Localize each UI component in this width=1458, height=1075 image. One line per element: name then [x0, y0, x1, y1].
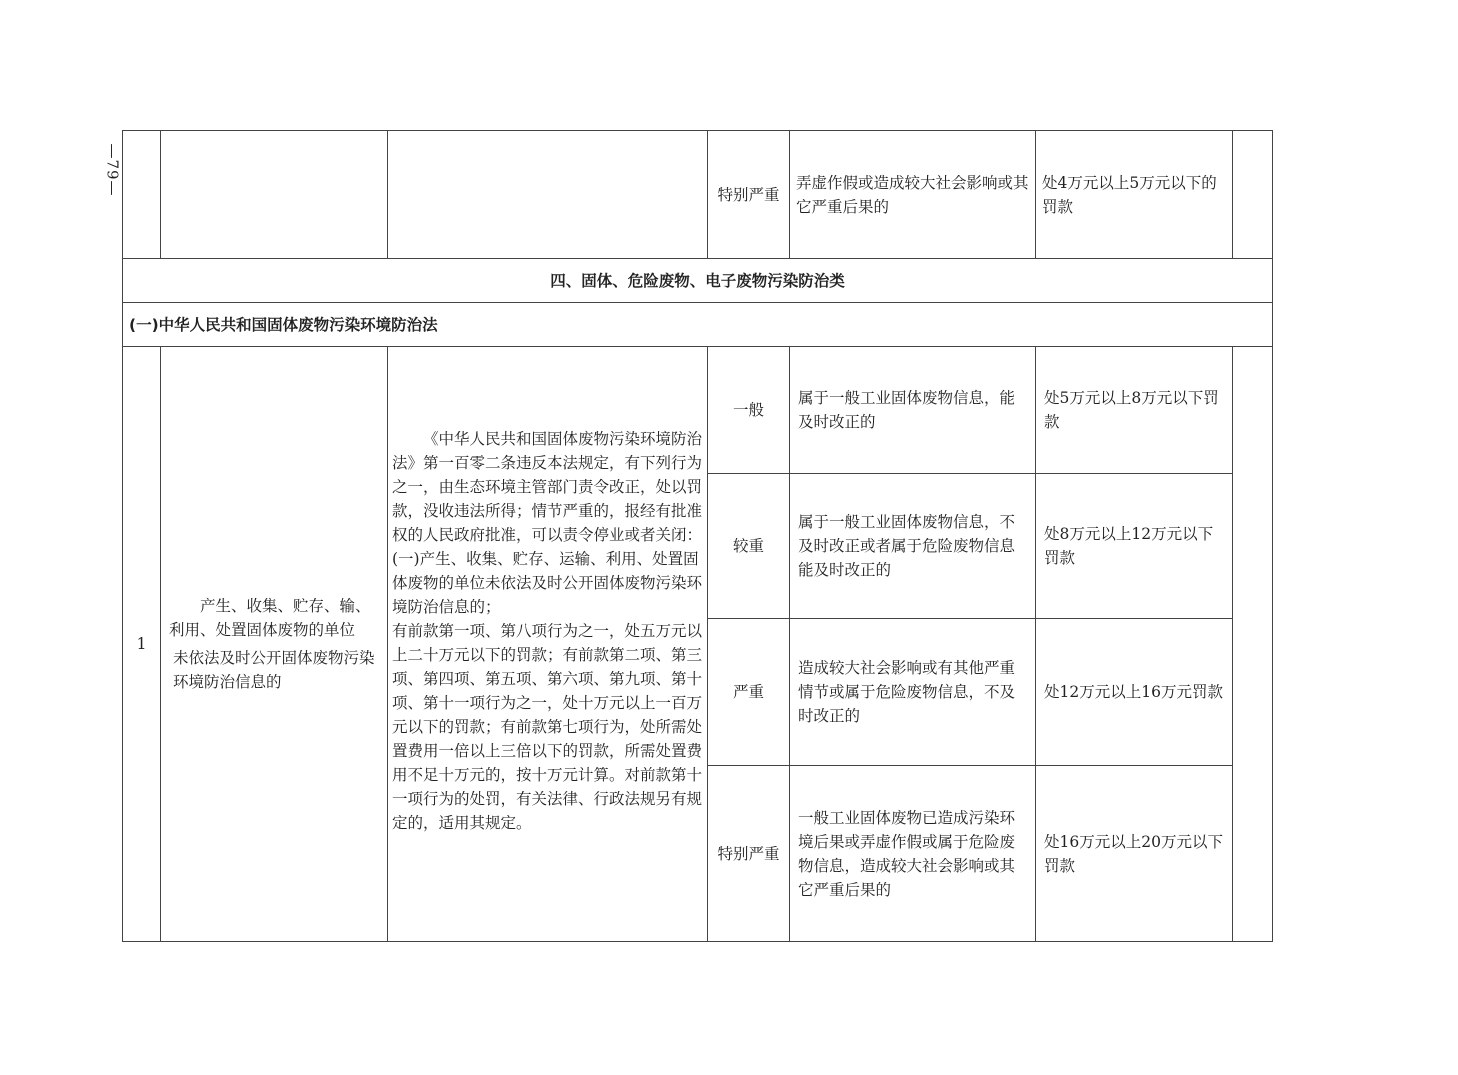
table-row — [123, 347, 1273, 474]
legal-basis-cell — [388, 347, 708, 942]
law-row — [123, 303, 1273, 347]
circumstance-cell: 一般工业固体废物已造成污染环境后果或弄虚作假或属于危险废物信息，造成较大社会影响或其它严重后果的 — [790, 766, 1036, 942]
level-cell: 一般 — [708, 347, 790, 474]
circumstance-cell: 弄虚作假或造成较大社会影响或其它严重后果的 — [790, 131, 1036, 259]
violation-line-2: 未依法及时公开固体废物污染环境防治信息的 — [173, 649, 375, 691]
level-cell: 较重 — [708, 474, 790, 619]
violation-cell — [161, 347, 388, 942]
table-row-top — [123, 131, 1273, 259]
level-cell: 特别严重 — [708, 766, 790, 942]
level-cell: 特别严重 — [708, 131, 790, 259]
circumstance-cell: 属于一般工业固体废物信息，不及时改正或者属于危险废物信息能及时改正的 — [790, 474, 1036, 619]
remark-cell — [1233, 131, 1273, 259]
basis-paragraph-2: (一)产生、收集、贮存、运输、利用、处置固体废物的单位未依法及时公开固体废物污染环境防治信息的； — [392, 550, 703, 616]
penalty-standards-table — [122, 130, 1273, 942]
section-row — [123, 259, 1273, 303]
violation-line-1: 产生、收集、贮存、输、利用、处置固体废物的单位 — [169, 597, 371, 639]
law-title: (一)中华人民共和国固体废物污染环境防治法 — [123, 303, 1273, 347]
remark-cell — [1233, 347, 1273, 942]
penalty-cell: 处4万元以上5万元以下的罚款 — [1036, 131, 1233, 259]
basis-cell-empty — [388, 131, 708, 259]
penalty-cell: 处5万元以上8万元以下罚款 — [1036, 347, 1233, 474]
page-number-text: —79— — [103, 143, 122, 197]
section-title: 四、固体、危险废物、电子废物污染防治类 — [123, 259, 1273, 303]
circumstance-cell: 属于一般工业固体废物信息，能及时改正的 — [790, 347, 1036, 474]
violation-cell-empty — [161, 131, 388, 259]
penalty-cell: 处8万元以上12万元以下罚款 — [1036, 474, 1233, 619]
number-cell-empty — [123, 131, 161, 259]
penalty-cell: 处12万元以上16万元罚款 — [1036, 619, 1233, 766]
item-number: 1 — [123, 347, 161, 942]
circumstance-cell: 造成较大社会影响或有其他严重情节或属于危险废物信息，不及时改正的 — [790, 619, 1036, 766]
basis-paragraph-3: 有前款第一项、第八项行为之一，处五万元以上二十万元以下的罚款；有前款第二项、第三项、第四项、第五项、第六项、第九项、第十项、第十一项行为之一，处十万元以上一百万元以下的罚款；有前款第七项行为，处所需处置费用一倍以上三倍以下的罚款，所需处置费用不足十万元的，按十万元计算。对前款第十一项行为的处罚，有关法律、行政法规另有规定的，适用其规定。 — [392, 622, 703, 832]
level-cell: 严重 — [708, 619, 790, 766]
basis-paragraph-1: 《中华人民共和国固体废物污染环境防治法》第一百零二条违反本法规定，有下列行为之一，由生态环境主管部门责令改正，处以罚款，没收违法所得；情节严重的，报经有批准权的人民政府批准，可以责令停业或者关闭： — [392, 430, 703, 544]
penalty-cell: 处16万元以上20万元以下罚款 — [1036, 766, 1233, 942]
